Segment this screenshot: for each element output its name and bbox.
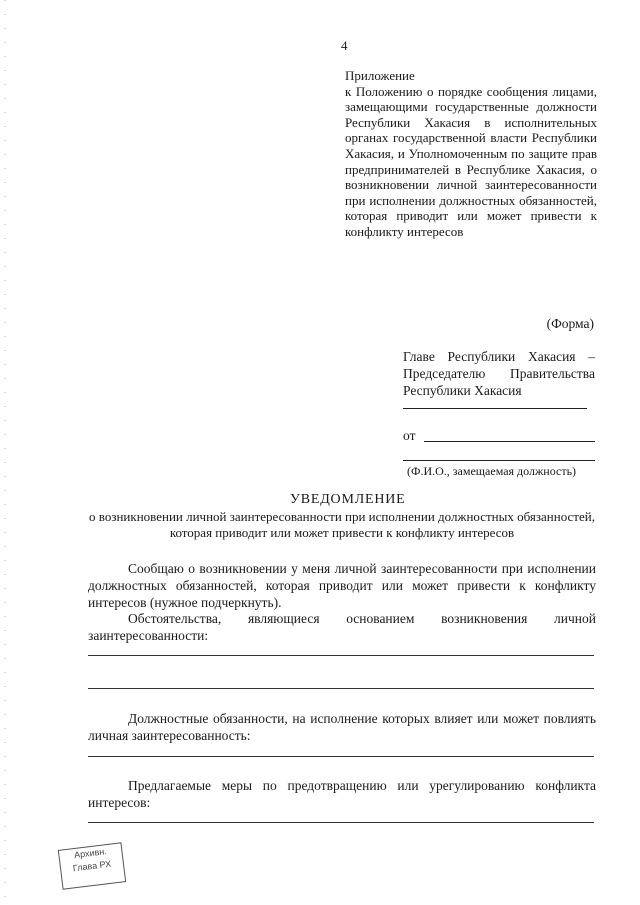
from-label: от xyxy=(403,428,416,443)
circumstances-line-1 xyxy=(88,655,594,656)
paragraph-circumstances: Обстоятельства, являющиеся основанием возникновения личной заинтересованности: xyxy=(88,611,596,643)
appendix-title: Приложение xyxy=(345,68,415,83)
appendix-block xyxy=(345,68,597,240)
document-title: УВЕДОМЛЕНИЕ xyxy=(290,492,406,507)
archive-stamp xyxy=(58,842,126,890)
document-subtitle: о возникновении личной заинтересованности при исполнении должностных обязанностей, которая приводит или может привести к конфликту интересов xyxy=(89,509,595,540)
paragraph-notification: Сообщаю о возникновении у меня личной заинтересованности при исполнении должностных обязанностей, которая приводит или может привести к конфликту интересов (нужное подчеркнуть). xyxy=(88,561,596,610)
stamp-line-1: Архивн. xyxy=(73,846,108,861)
duties-line xyxy=(88,756,594,757)
stamp-line-2: Глава РХ xyxy=(72,858,112,874)
addressee: Главе Республики Хакасия – Председателю Правительства Республики Хакасия xyxy=(403,349,595,398)
from-position-line xyxy=(403,460,595,461)
addressee-name-line xyxy=(403,408,587,409)
from-name-line xyxy=(424,441,595,442)
appendix-body: к Положению о порядке сообщения лицами, замещающими государственные должности Республики Хакасия в исполнительных органах государственной власти Республики Хакасия, и Уполномоченным по защите прав предпринимателей в Республике Хакасия, о возникновении личной заинтересованности при исполнении должностных обязанностей, которая приводит или может привести к конфликту интересов xyxy=(345,83,597,239)
fio-caption: (Ф.И.О., замещаемая должность) xyxy=(407,464,577,478)
measures-line xyxy=(88,822,594,823)
circumstances-line-2 xyxy=(88,688,594,689)
form-label: (Форма) xyxy=(546,316,594,331)
paragraph-duties: Должностные обязанности, на исполнение которых влияет или может повлиять личная заинтересованность: xyxy=(88,711,596,743)
page-number: 4 xyxy=(341,38,348,53)
paragraph-measures: Предлагаемые меры по предотвращению или урегулированию конфликта интересов: xyxy=(88,778,596,810)
scan-margin xyxy=(4,0,6,905)
